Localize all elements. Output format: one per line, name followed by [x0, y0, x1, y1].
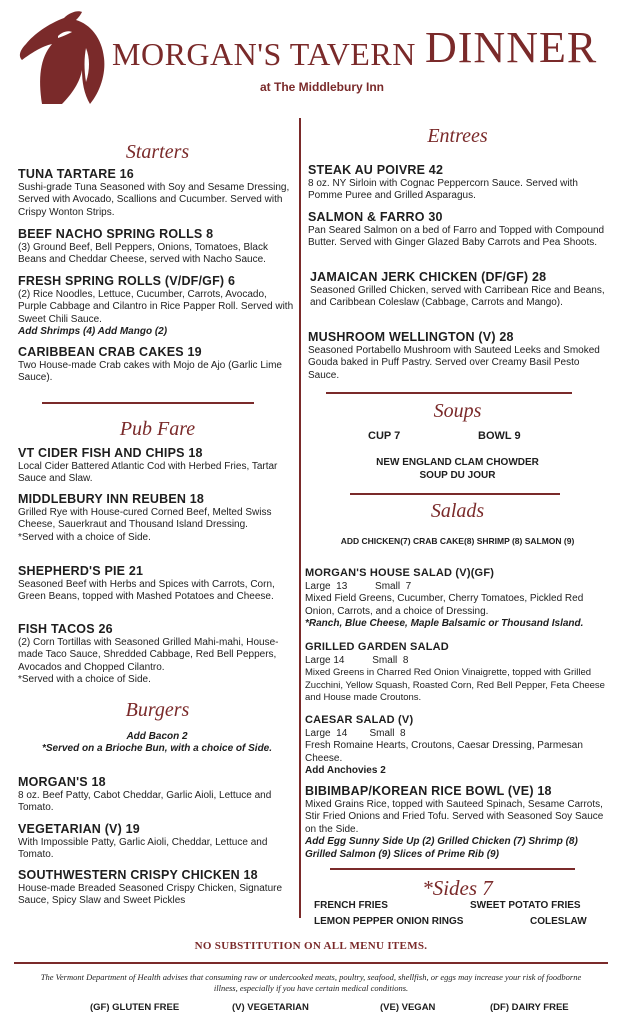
menu-item	[18, 167, 296, 219]
brand-title: MORGAN'S TAVERN	[112, 36, 416, 72]
menu-item	[18, 564, 296, 604]
no-substitution-notice: NO SUBSTITUTION ON ALL MENU ITEMS.	[194, 940, 428, 952]
menu-item	[310, 270, 608, 310]
brand-subtitle: at The Middlebury Inn	[260, 80, 385, 94]
item-desc: Sushi-grade Tuna Seasoned with Soy and Sesame Dressing, Served with Avocado, Scallions and Cucumber. Served with Crispy Wonton Strips.	[18, 182, 290, 218]
burgers-heading: Burgers	[125, 699, 190, 721]
item-name: BEEF NACHO SPRING ROLLS 8	[18, 227, 214, 241]
item-note: Add Shrimps (4) Add Mango (2)	[18, 326, 168, 338]
burgers-note-bun: *Served on a Brioche Bun, with a choice of Side.	[41, 743, 273, 755]
item-desc: House-made Breaded Seasoned Crispy Chicken, Signature Sauce, Spicy Slaw and Sweet Pickles	[18, 883, 283, 907]
item-name: FRESH SPRING ROLLS (V/DF/GF) 6	[18, 274, 236, 288]
divider	[42, 402, 254, 404]
item-name: JAMAICAN JERK CHICKEN (DF/GF) 28	[310, 270, 547, 284]
item-name: MORGAN'S HOUSE SALAD (V)(GF)	[305, 567, 495, 579]
legend-vegan: (VE) VEGAN	[380, 1002, 436, 1013]
item-desc: Pan Seared Salmon on a bed of Farro and Topped with Compound Butter. Served with Ginger Glazed Baby Carrots and Pea Shoots.	[308, 225, 605, 249]
menu-item	[18, 492, 296, 544]
menu-item	[308, 210, 608, 250]
item-note: Add Anchovies 2	[305, 765, 386, 777]
column-divider	[299, 118, 301, 918]
item-desc: With Impossible Patty, Garlic Aioli, Cheddar, Lettuce and Tomato.	[18, 837, 268, 861]
item-name: GRILLED GARDEN SALAD	[305, 641, 449, 653]
divider	[330, 868, 575, 870]
item-desc: Two House-made Crab cakes with Mojo de Ajo (Garlic Lime Sauce).	[18, 360, 282, 384]
item-note: *Served with a choice of Side.	[18, 531, 151, 543]
side-item: FRENCH FRIES	[314, 900, 388, 911]
burgers-note-bacon: Add Bacon 2	[126, 731, 188, 742]
menu-item	[305, 640, 610, 705]
menu-item	[18, 227, 296, 267]
divider	[350, 493, 560, 495]
pub-fare-heading: Pub Fare	[119, 418, 196, 440]
item-desc: Local Cider Battered Atlantic Cod with Herbed Fries, Tartar Sauce and Slaw.	[18, 461, 278, 485]
side-item: SWEET POTATO FRIES	[470, 900, 581, 911]
side-item: COLESLAW	[530, 916, 587, 927]
item-name: SOUTHWESTERN CRISPY CHICKEN 18	[18, 868, 258, 882]
item-note: *Served with a choice of Side.	[18, 674, 151, 686]
item-name: MIDDLEBURY INN REUBEN 18	[18, 492, 205, 506]
divider	[326, 392, 572, 394]
footer-divider	[14, 962, 608, 964]
item-name: VEGETARIAN (V) 19	[18, 822, 140, 836]
menu-item	[18, 822, 296, 862]
menu-item	[18, 868, 296, 908]
item-desc: Mixed Field Greens, Cucumber, Cherry Tomatoes, Pickled Red Onion, Carrots, and a choice of Dressing.	[305, 593, 584, 617]
item-name: FISH TACOS 26	[18, 622, 113, 636]
salads-heading: Salads	[430, 500, 485, 522]
item-name: CAESAR SALAD (V)	[305, 714, 414, 726]
side-item: LEMON PEPPER ONION RINGS	[314, 916, 464, 927]
item-desc: Mixed Greens in Charred Red Onion Vinaigrette, topped with Grilled Zucchini, Yellow Squash, Roasted Corn, Red Bell Pepper, Feta Cheese and House made Croutons.	[305, 667, 605, 704]
item-desc: Fresh Romaine Hearts, Croutons, Caesar Dressing, Parmesan Cheese.	[305, 740, 583, 764]
salad-addons: ADD CHICKEN(7) CRAB CAKE(8) SHRIMP (8) SALMON (9)	[340, 536, 575, 546]
soup-cup-price: CUP 7	[368, 430, 401, 442]
burgers-notes	[18, 731, 296, 756]
item-desc: (2) Corn Tortillas with Seasoned Grilled Mahi-mahi, House-made Taco Sauce, Shredded Cabbage, Red Bell Peppers, Avocados and Chopped Cilantro.	[18, 637, 279, 673]
menu-item	[18, 622, 296, 687]
item-name: VT CIDER FISH AND CHIPS 18	[18, 446, 203, 460]
menu-title: DINNER	[425, 23, 598, 72]
item-desc: Grilled Rye with House-cured Corned Beef, Melted Swiss Cheese, Sauerkraut and Thousand Island Dressing.	[18, 507, 272, 531]
legend-gluten-free: (GF) GLUTEN FREE	[90, 1002, 180, 1013]
menu-item	[18, 775, 296, 815]
soup-du-jour: SOUP DU JOUR	[419, 470, 496, 481]
horse-logo-icon	[12, 8, 110, 108]
item-name: STEAK AU POIVRE 42	[308, 163, 444, 177]
item-note: *Ranch, Blue Cheese, Maple Balsamic or Thousand Island.	[305, 618, 584, 630]
item-name: BIBIMBAP/KOREAN RICE BOWL (VE) 18	[305, 784, 552, 798]
menu-item	[18, 446, 296, 486]
item-name: TUNA TARTARE 16	[18, 167, 134, 181]
item-desc: Mixed Grains Rice, topped with Sauteed Spinach, Sesame Carrots, Stir Fried Onions and Fried Tofu. Served with Seasoned Soy Sauce on the Side.	[305, 799, 604, 835]
item-note: Add Egg Sunny Side Up (2) Grilled Chicken (7) Shrimp (8) Grilled Salmon (9) Slices of Prime Rib (9)	[305, 836, 578, 860]
item-desc: Seasoned Beef with Herbs and Spices with Carrots, Corn, Green Beans, topped with Mashed Potatoes and Cheese.	[18, 579, 275, 603]
item-sizes: Large 13 Small 7	[305, 581, 412, 592]
health-disclaimer: The Vermont Department of Health advises that consuming raw or undercooked meats, poultry, seafood, shellfish, or eggs may increase your risk of foodborne illness, especially if you have certain medical conditions.	[40, 972, 582, 993]
item-desc: Seasoned Grilled Chicken, served with Carribean Rice and Beans, and Caribbean Coleslaw (Cabbage, Carrots and Mango).	[310, 285, 605, 309]
item-desc: (2) Rice Noodles, Lettuce, Cucumber, Carrots, Avocado, Purple Cabbage and Cilantro in Rice Papper Roll. Served with Sweet Chili Sauce.	[18, 289, 294, 325]
item-desc: (3) Ground Beef, Bell Peppers, Onions, Tomatoes, Black Beans and Cheddar Cheese, served with Nacho Sauce.	[18, 242, 268, 266]
item-sizes: Large 14 Small 8	[305, 655, 409, 666]
sides-heading: *Sides 7	[422, 876, 493, 900]
item-desc: 8 oz. NY Sirloin with Cognac Peppercorn Sauce. Served with Pomme Puree and Grilled Asparagus.	[308, 178, 578, 202]
menu-item	[308, 330, 608, 382]
starters-heading: Starters	[125, 141, 190, 163]
menu-item	[18, 345, 296, 385]
menu-item	[305, 713, 610, 778]
legend-vegetarian: (V) VEGETARIAN	[232, 1002, 309, 1013]
soup-clam-chowder: NEW ENGLAND CLAM CHOWDER	[376, 457, 539, 468]
item-name: MUSHROOM WELLINGTON (V) 28	[308, 330, 514, 344]
soup-bowl-price: BOWL 9	[478, 430, 521, 442]
item-name: SHEPHERD'S PIE 21	[18, 564, 144, 578]
menu-item	[305, 566, 610, 631]
entrees-heading: Entrees	[427, 125, 488, 147]
item-name: SALMON & FARRO 30	[308, 210, 443, 224]
menu-item	[18, 274, 296, 339]
soups-heading: Soups	[433, 400, 482, 422]
item-sizes: Large 14 Small 8	[305, 728, 406, 739]
item-desc: 8 oz. Beef Patty, Cabot Cheddar, Garlic Aioli, Lettuce and Tomato.	[18, 790, 272, 814]
item-desc: Seasoned Portabello Mushroom with Sauteed Leeks and Smoked Gouda baked in Puff Pastry. Served over Creamy Basil Pesto Sauce.	[308, 345, 600, 381]
item-name: CARIBBEAN CRAB CAKES 19	[18, 345, 202, 359]
menu-item	[305, 784, 610, 861]
legend-dairy-free: (DF) DAIRY FREE	[490, 1002, 569, 1013]
menu-item	[308, 163, 608, 203]
item-name: MORGAN'S 18	[18, 775, 106, 789]
